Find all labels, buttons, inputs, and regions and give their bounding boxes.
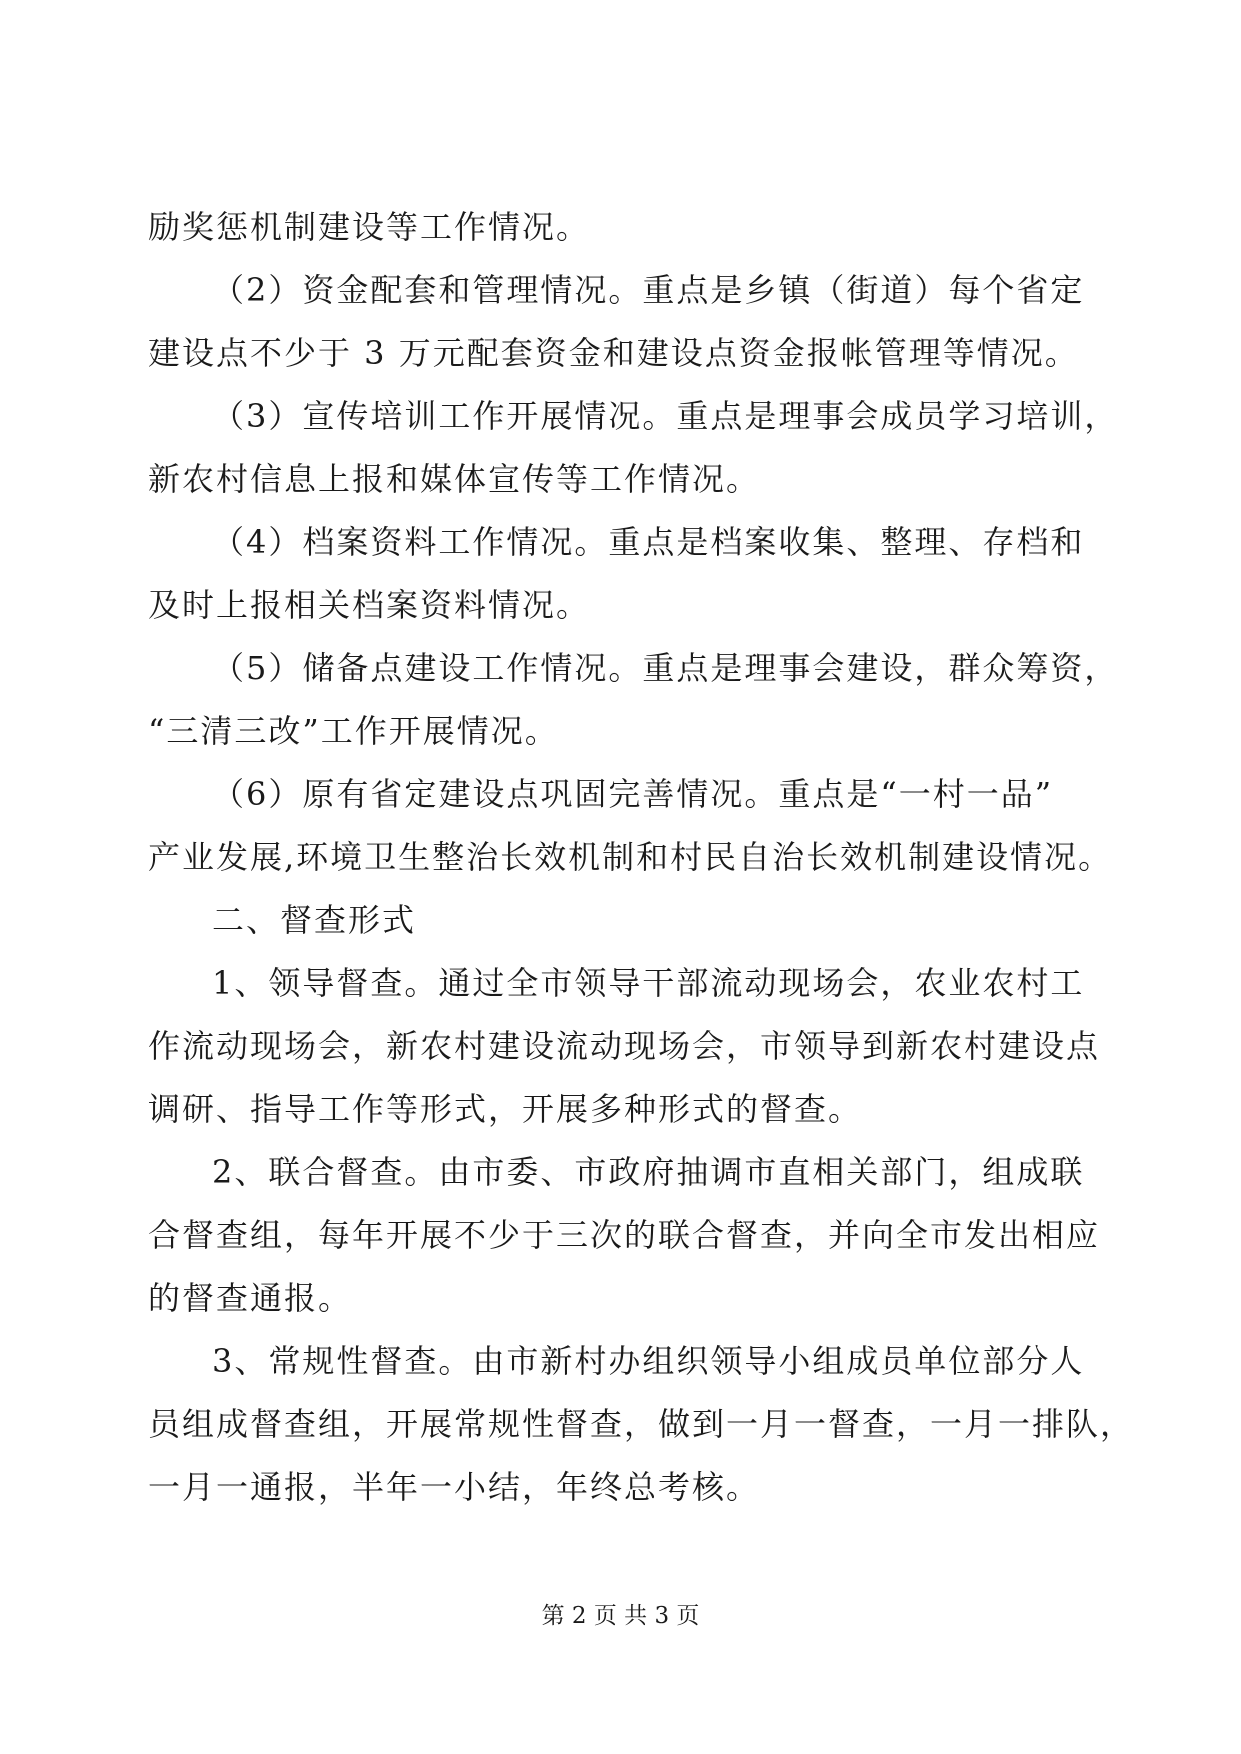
body-line-9: “三清三改”工作开展情况。 (148, 712, 559, 750)
body-line-16: 2、联合督查。由市委、市政府抽调市直相关部门，组成联 (212, 1153, 1085, 1191)
body-line-13: 1、领导督查。通过全市领导干部流动现场会，农业农村工 (212, 964, 1085, 1002)
body-line-10: （6）原有省定建设点巩固完善情况。重点是“一村一品” (212, 775, 1054, 813)
body-line-1: 励奖惩机制建设等工作情况。 (148, 208, 591, 246)
body-line-17: 合督查组，每年开展不少于三次的联合督查，并向全市发出相应 (148, 1216, 1101, 1254)
section-heading-inspection-form: 二、督查形式 (212, 901, 417, 939)
body-line-2: （2）资金配套和管理情况。重点是乡镇（街道）每个省定 (212, 271, 1085, 309)
body-line-14: 作流动现场会，新农村建设流动现场会，市领导到新农村建设点 (148, 1027, 1101, 1065)
body-line-5: 新农村信息上报和媒体宣传等工作情况。 (148, 460, 761, 498)
body-line-3: 建设点不少于 3 万元配套资金和建设点资金报帐管理等情况。 (148, 334, 1079, 372)
body-line-19: 3、常规性督查。由市新村办组织领导小组成员单位部分人 (212, 1342, 1085, 1380)
body-line-18: 的督查通报。 (148, 1279, 353, 1317)
page-number-footer: 第 2 页 共 3 页 (541, 1603, 700, 1629)
body-line-8: （5）储备点建设工作情况。重点是理事会建设，群众筹资， (212, 649, 1119, 687)
body-line-6: （4）档案资料工作情况。重点是档案收集、整理、存档和 (212, 523, 1085, 561)
body-line-4: （3）宣传培训工作开展情况。重点是理事会成员学习培训， (212, 397, 1119, 435)
body-line-7: 及时上报相关档案资料情况。 (148, 586, 591, 624)
body-line-15: 调研、指导工作等形式，开展多种形式的督查。 (148, 1090, 863, 1128)
body-line-20: 员组成督查组，开展常规性督查，做到一月一督查，一月一排队， (148, 1405, 1135, 1443)
body-line-11: 产业发展,环境卫生整治长效机制和村民自治长效机制建设情况。 (148, 838, 1113, 876)
body-line-21: 一月一通报，半年一小结，年终总考核。 (148, 1468, 761, 1506)
